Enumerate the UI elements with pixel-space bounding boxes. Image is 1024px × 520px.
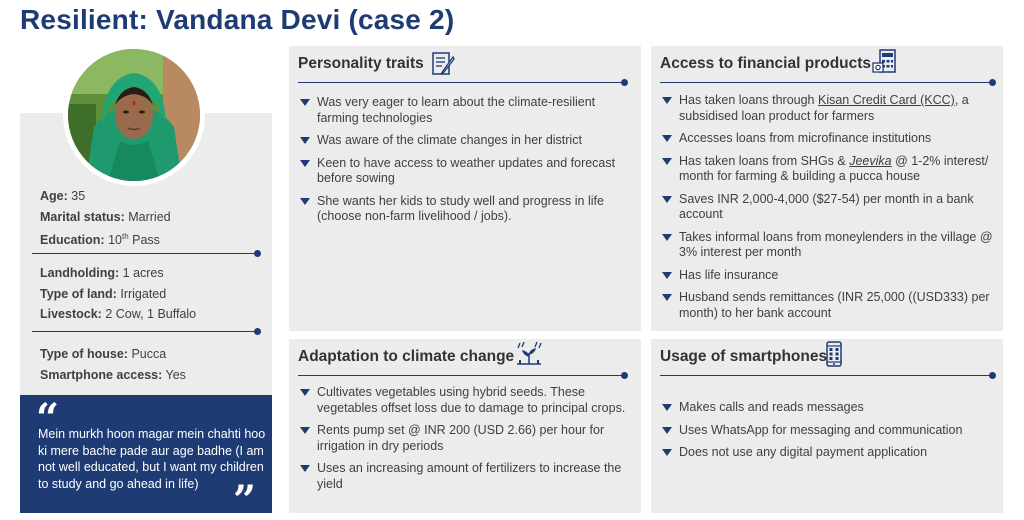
list-item: Saves INR 2,000-4,000 ($27-54) per month in a bank account <box>660 192 1000 223</box>
adaptation-list <box>298 385 630 492</box>
finance-list <box>660 93 1000 321</box>
adaptation-title: Adaptation to climate change <box>298 348 515 365</box>
house-row: Type of house: Pucca <box>40 347 167 361</box>
landholding-row: Landholding: 1 acres <box>40 266 164 280</box>
house-info <box>40 344 186 385</box>
adaptation-card <box>289 339 641 513</box>
list-item: Was aware of the climate changes in her district <box>298 133 633 149</box>
list-item: Rents pump set @ INR 200 (USD 2.66) per hour for irrigation in dry periods <box>298 423 630 454</box>
personality-list <box>298 95 633 225</box>
list-item: Husband sends remittances (INR 25,000 ((USD333) per month) to her bank account <box>660 290 1000 321</box>
separator-line <box>660 82 993 83</box>
close-quote-icon: ” <box>232 477 256 520</box>
jeevika-link: Jeevika <box>849 153 892 168</box>
smartphone-row: Smartphone access: Yes <box>40 367 186 382</box>
list-item: Accesses loans from microfinance institutions <box>660 131 1000 147</box>
document-pen-icon <box>429 50 457 78</box>
marital-row: Marital status: Married <box>40 209 171 224</box>
list-item: Keen to have access to weather updates and forecast before sowing <box>298 156 633 187</box>
livestock-row: Livestock: 2 Cow, 1 Buffalo <box>40 307 197 321</box>
list-item: Was very eager to learn about the climate-resilient farming technologies <box>298 95 633 126</box>
list-item: Has taken loans from SHGs & Jeevika @ 1-2% interest/ month for farming & building a pucca house <box>660 154 1000 185</box>
list-item: Does not use any digital payment application <box>660 445 1000 461</box>
smartphones-title: Usage of smartphones <box>660 348 828 365</box>
age-row: Age: 35 <box>40 189 86 203</box>
list-item: Uses WhatsApp for messaging and communication <box>660 423 1000 439</box>
profile-photo <box>63 44 205 186</box>
separator-line <box>32 331 258 332</box>
quote-box <box>20 395 272 520</box>
finance-title: Access to financial products <box>660 55 872 72</box>
separator-line <box>298 375 625 376</box>
calculator-money-icon <box>871 47 899 75</box>
list-item: Cultivates vegetables using hybrid seeds. These vegetables offset loss due to damage to principal crops. <box>298 385 630 416</box>
list-item: Has taken loans through Kisan Credit Card (KCC), a subsidised loan product for farmers <box>660 93 1000 124</box>
plant-weather-icon <box>515 340 543 368</box>
portrait-image <box>68 49 200 181</box>
list-item: She wants her kids to study well and progress in life (choose non-farm livelihood / jobs). <box>298 194 633 225</box>
smartphones-list <box>660 400 1000 461</box>
quote-text: Mein murkh hoon magar mein chahti hoo ki mere bache pade aur age badhe (I am not well educated, but I want my children to study and go ahead in life) <box>38 427 266 491</box>
separator-line <box>32 253 258 254</box>
land-type-row: Type of land: Irrigated <box>40 286 167 301</box>
separator-line <box>298 82 625 83</box>
list-item: Makes calls and reads messages <box>660 400 1000 416</box>
personality-card <box>289 46 641 331</box>
land-info <box>40 263 196 325</box>
list-item: Takes informal loans from moneylenders in the village @ 3% interest per month <box>660 230 1000 261</box>
list-item: Uses an increasing amount of fertilizers to increase the yield <box>298 461 630 492</box>
page-title: Resilient: Vandana Devi (case 2) <box>20 4 455 35</box>
finance-card <box>651 46 1003 331</box>
personal-info <box>40 186 171 251</box>
smartphones-card <box>651 339 1003 513</box>
kcc-link: Kisan Credit Card (KCC) <box>817 93 955 107</box>
personality-title: Personality traits <box>298 55 424 72</box>
smartphone-icon <box>820 340 848 368</box>
education-row: Education: 10th Pass <box>40 232 160 248</box>
list-item: Has life insurance <box>660 268 1000 284</box>
open-quote-icon: “ <box>36 395 60 442</box>
separator-line <box>660 375 993 376</box>
